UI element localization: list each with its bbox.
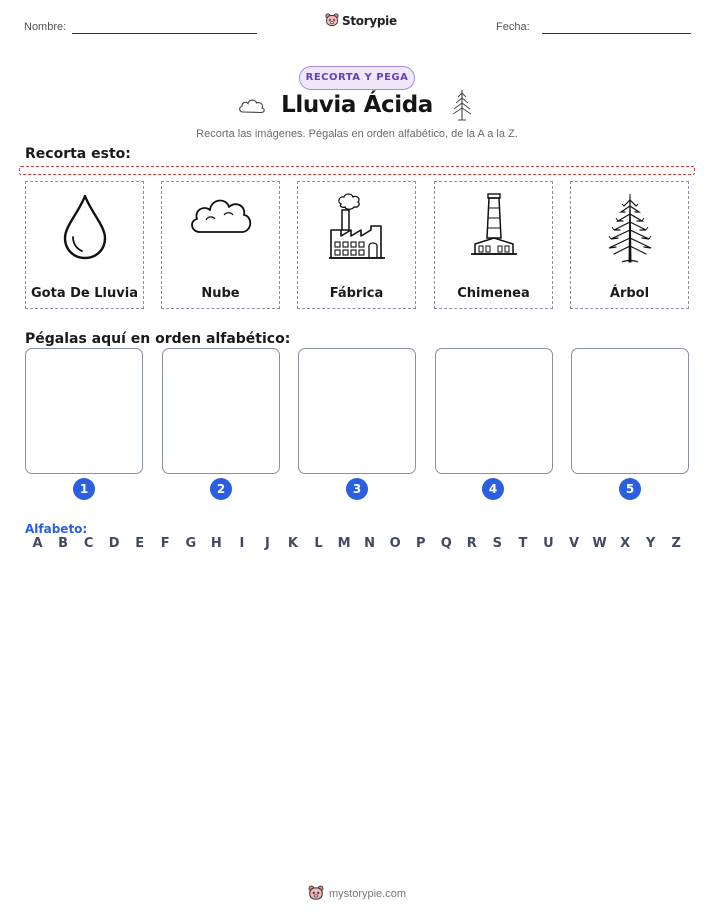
card-label-raindrop: Gota De Lluvia xyxy=(31,286,138,301)
alphabet-letter: S xyxy=(492,536,503,551)
cut-card-tree[interactable] xyxy=(570,181,689,309)
alphabet-letter: U xyxy=(543,536,554,551)
slot-number-2: 2 xyxy=(210,478,232,500)
alphabet-letter: D xyxy=(108,536,120,551)
date-label: Fecha: xyxy=(496,21,530,33)
alphabet-letter: P xyxy=(415,536,426,551)
alphabet-letter: J xyxy=(265,536,270,551)
alphabet-title: Alfabeto: xyxy=(25,522,88,536)
cut-card-factory[interactable] xyxy=(297,181,416,309)
cloud-icon xyxy=(186,190,256,240)
alphabet-letter: C xyxy=(83,536,94,551)
cut-card-chimney[interactable] xyxy=(434,181,553,309)
alphabet-letter: N xyxy=(364,536,376,551)
alphabet-letter: I xyxy=(239,536,245,551)
paste-slot-3[interactable] xyxy=(298,348,416,474)
alphabet-letter: M xyxy=(337,536,351,551)
card-label-factory: Fábrica xyxy=(329,286,384,301)
card-label-chimney: Chimenea xyxy=(457,286,530,301)
alphabet-letter: A xyxy=(32,536,43,551)
alphabet-letter: Q xyxy=(440,536,452,551)
alphabet-letter: X xyxy=(620,536,631,551)
paste-slot-2[interactable] xyxy=(162,348,280,474)
slot-number-3: 3 xyxy=(346,478,368,500)
cut-section-title: Recorta esto: xyxy=(25,146,131,162)
alphabet-letter: Z xyxy=(671,536,681,551)
tree-icon xyxy=(600,190,660,266)
name-label: Nombre: xyxy=(24,21,67,33)
card-label-cloud: Nube xyxy=(201,286,240,301)
name-field-line[interactable] xyxy=(72,33,257,34)
footer xyxy=(0,885,714,902)
alphabet-letter: K xyxy=(287,536,298,551)
alphabet-row xyxy=(25,536,689,551)
brand-logo xyxy=(325,13,397,28)
alphabet-letter: W xyxy=(592,536,607,551)
date-field-line[interactable] xyxy=(542,33,691,34)
alphabet-letter: R xyxy=(466,536,477,551)
slot-number-5: 5 xyxy=(619,478,641,500)
alphabet-letter: H xyxy=(210,536,222,551)
chimney-icon xyxy=(469,190,519,260)
slot-number-1: 1 xyxy=(73,478,95,500)
brand-name: Storypie xyxy=(342,13,397,28)
factory-icon xyxy=(327,190,387,264)
paste-section-title: Pégalas aquí en orden alfabético: xyxy=(25,331,291,347)
cut-card-raindrop[interactable] xyxy=(25,181,144,309)
tree-decoration-icon xyxy=(451,88,473,122)
alphabet-letter: E xyxy=(135,536,145,551)
paste-slot-5[interactable] xyxy=(571,348,689,474)
alphabet-letter: T xyxy=(518,536,528,551)
alphabet-letter: G xyxy=(185,536,197,551)
storypie-mascot-icon xyxy=(308,885,324,902)
alphabet-letter: O xyxy=(389,536,401,551)
card-label-tree: Árbol xyxy=(609,286,650,301)
raindrop-icon xyxy=(55,190,115,262)
instructions-text: Recorta las imágenes. Pégalas en orden alfabético, de la A a la Z. xyxy=(196,128,518,140)
page-title: Lluvia Ácida xyxy=(281,92,433,118)
storypie-mascot-icon xyxy=(325,13,339,28)
alphabet-letter: B xyxy=(58,536,68,551)
footer-url[interactable]: mystorypie.com xyxy=(328,887,407,900)
cut-card-cloud[interactable] xyxy=(161,181,280,309)
paste-slot-1[interactable] xyxy=(25,348,143,474)
cut-line-dashed xyxy=(19,166,695,175)
slot-number-4: 4 xyxy=(482,478,504,500)
activity-badge: RECORTA Y PEGA xyxy=(299,66,415,90)
paste-slot-4[interactable] xyxy=(435,348,553,474)
alphabet-letter: Y xyxy=(645,536,656,551)
alphabet-letter: F xyxy=(160,536,170,551)
alphabet-letter: V xyxy=(568,536,580,551)
alphabet-letter: L xyxy=(314,536,323,551)
